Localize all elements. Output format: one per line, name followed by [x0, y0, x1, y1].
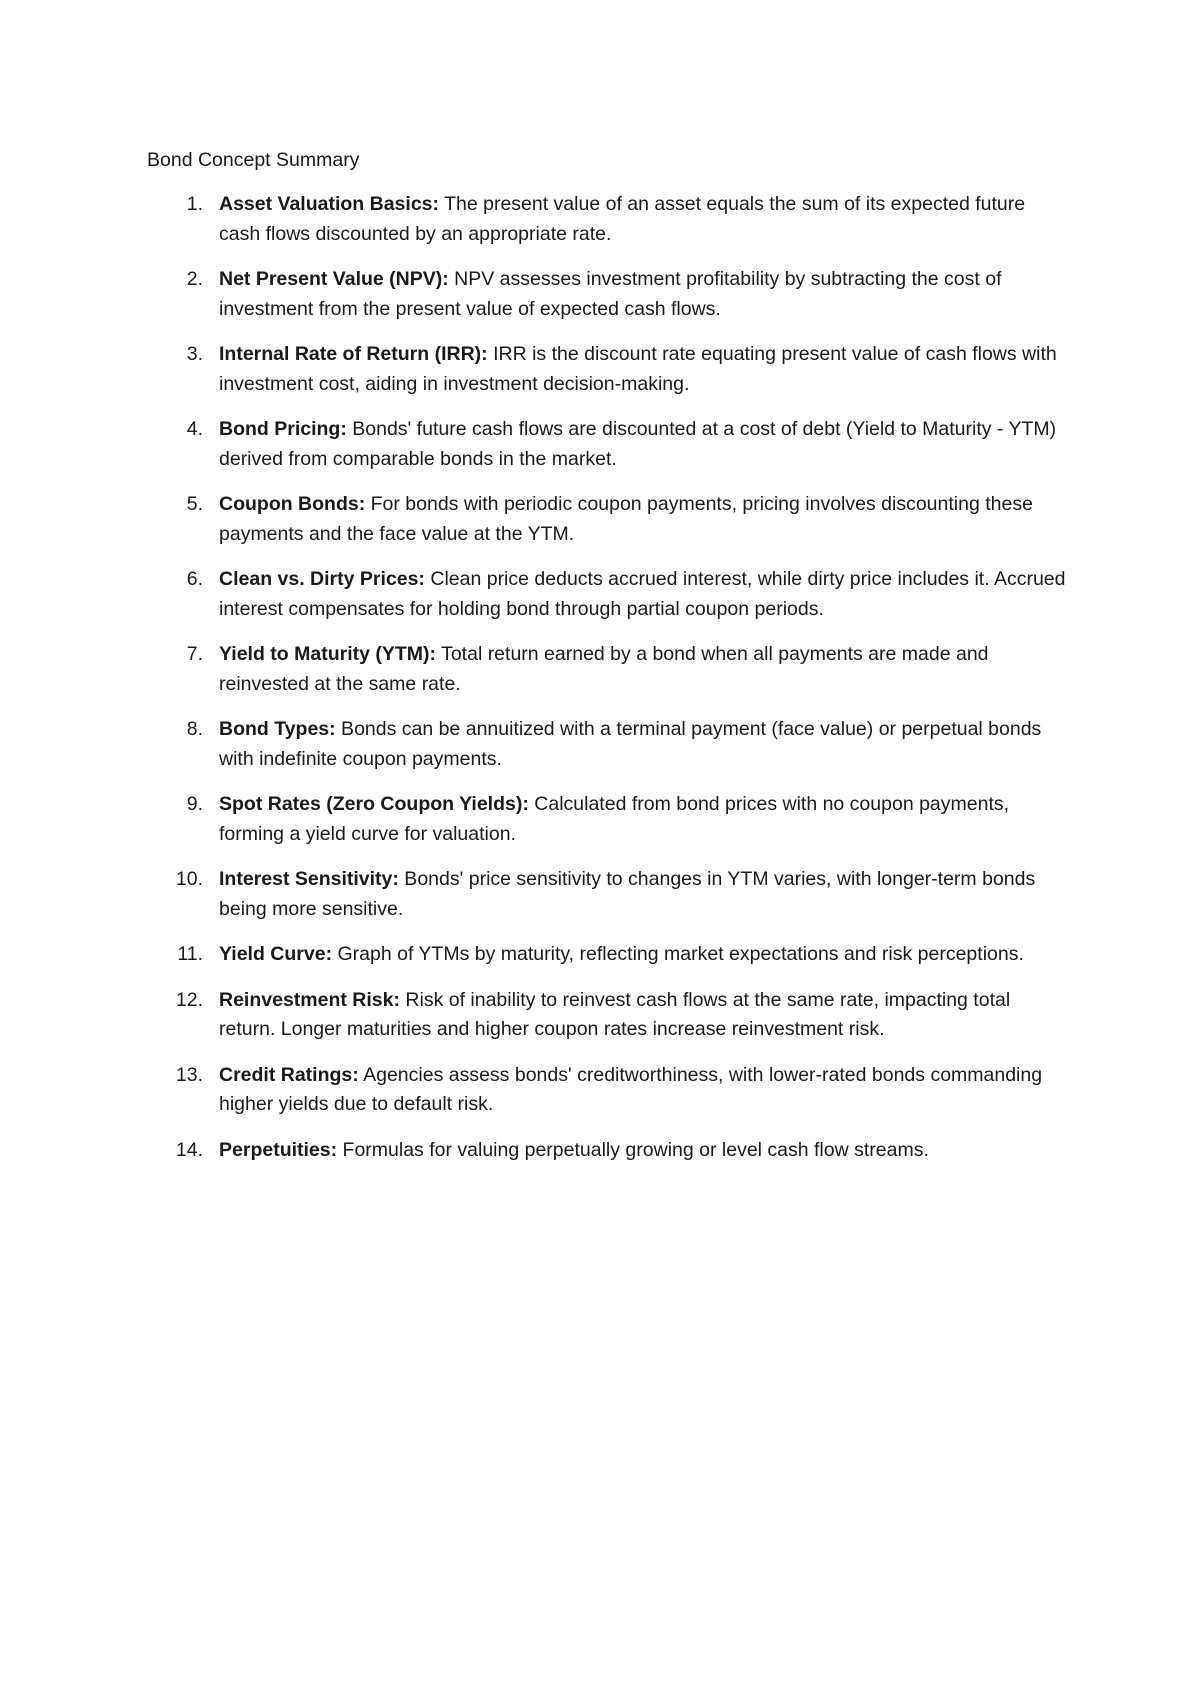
item-number: 10.: [175, 868, 203, 890]
list-item: [0, 640, 1200, 699]
item-term: Yield to Maturity (YTM):: [219, 643, 437, 665]
item-term: Spot Rates (Zero Coupon Yields):: [219, 793, 529, 815]
list-item: [0, 1136, 1200, 1166]
item-term: Perpetuities:: [219, 1138, 338, 1161]
concept-list: [0, 190, 1200, 1181]
list-item: [0, 865, 1200, 924]
item-text: Bonds' price sensitivity to changes in YTM varies, with longer-term bonds being more sensitive.: [219, 868, 1036, 920]
list-item: [0, 415, 1200, 474]
item-number: 6.: [186, 568, 203, 590]
list-item: [0, 986, 1200, 1045]
item-text: Calculated from bond prices with no coupon payments, forming a yield curve for valuation.: [219, 793, 1010, 845]
item-number: 14.: [175, 1138, 203, 1161]
item-text: Total return earned by a bond when all payments are made and reinvested at the same rate.: [219, 643, 989, 695]
item-number: 8.: [186, 718, 203, 740]
item-number: 1.: [186, 193, 203, 215]
item-term: Yield Curve:: [219, 943, 333, 965]
item-text: NPV assesses investment profitability by subtracting the cost of investment from the present value of expected cash flows.: [219, 268, 1002, 320]
item-number: 5.: [186, 493, 203, 515]
item-text: Graph of YTMs by maturity, reflecting market expectations and risk perceptions.: [332, 943, 1024, 965]
item-term: Interest Sensitivity:: [219, 868, 399, 890]
item-text: Bonds can be annuitized with a terminal payment (face value) or perpetual bonds with indefinite coupon payments.: [219, 718, 1042, 770]
item-term: Net Present Value (NPV):: [219, 268, 449, 290]
item-text: The present value of an asset equals the sum of its expected future cash flows discounted by an appropriate rate.: [219, 193, 1026, 245]
list-item: [0, 940, 1200, 970]
list-item: [0, 190, 1200, 249]
list-item: [0, 565, 1200, 624]
item-term: Credit Ratings:: [219, 1063, 359, 1086]
list-item: [0, 1061, 1200, 1120]
item-text: Bonds' future cash flows are discounted at a cost of debt (Yield to Maturity - YTM) derived from comparable bonds in the market.: [219, 418, 1057, 470]
list-item: [0, 790, 1200, 849]
item-term: Clean vs. Dirty Prices:: [219, 568, 425, 590]
item-term: Asset Valuation Basics:: [219, 193, 440, 215]
item-number: 3.: [186, 343, 203, 365]
item-text: IRR is the discount rate equating present value of cash flows with investment cost, aiding in investment decision-making.: [219, 343, 1057, 395]
list-item: [0, 715, 1200, 774]
item-number: 13.: [175, 1063, 203, 1086]
item-number: 11.: [177, 943, 203, 965]
item-number: 9.: [186, 793, 203, 815]
document-title: Bond Concept Summary: [147, 149, 360, 171]
item-term: Coupon Bonds:: [219, 493, 366, 515]
item-number: 2.: [186, 268, 203, 290]
item-text: Risk of inability to reinvest cash flows at the same rate, impacting total return. Longer maturities and higher coupon rates increase reinvestment risk.: [219, 988, 1011, 1040]
item-term: Reinvestment Risk:: [219, 988, 400, 1011]
item-text: Formulas for valuing perpetually growing or level cash flow streams.: [337, 1138, 929, 1161]
item-term: Bond Pricing:: [219, 418, 347, 440]
list-item: [0, 340, 1200, 399]
list-item: [0, 265, 1200, 324]
item-number: 4.: [186, 418, 203, 440]
item-text: For bonds with periodic coupon payments, pricing involves discounting these payments and the face value at the YTM.: [219, 493, 1033, 545]
item-text: Agencies assess bonds' creditworthiness, with lower-rated bonds commanding higher yields due to default risk.: [219, 1063, 1043, 1115]
item-number: 12.: [175, 988, 203, 1011]
item-term: Bond Types:: [219, 718, 336, 740]
list-item: [0, 490, 1200, 549]
item-term: Internal Rate of Return (IRR):: [219, 343, 488, 365]
item-text: Clean price deducts accrued interest, while dirty price includes it. Accrued interest compensates for holding bond through partial coupon periods.: [219, 568, 1066, 620]
item-number: 7.: [186, 643, 203, 665]
